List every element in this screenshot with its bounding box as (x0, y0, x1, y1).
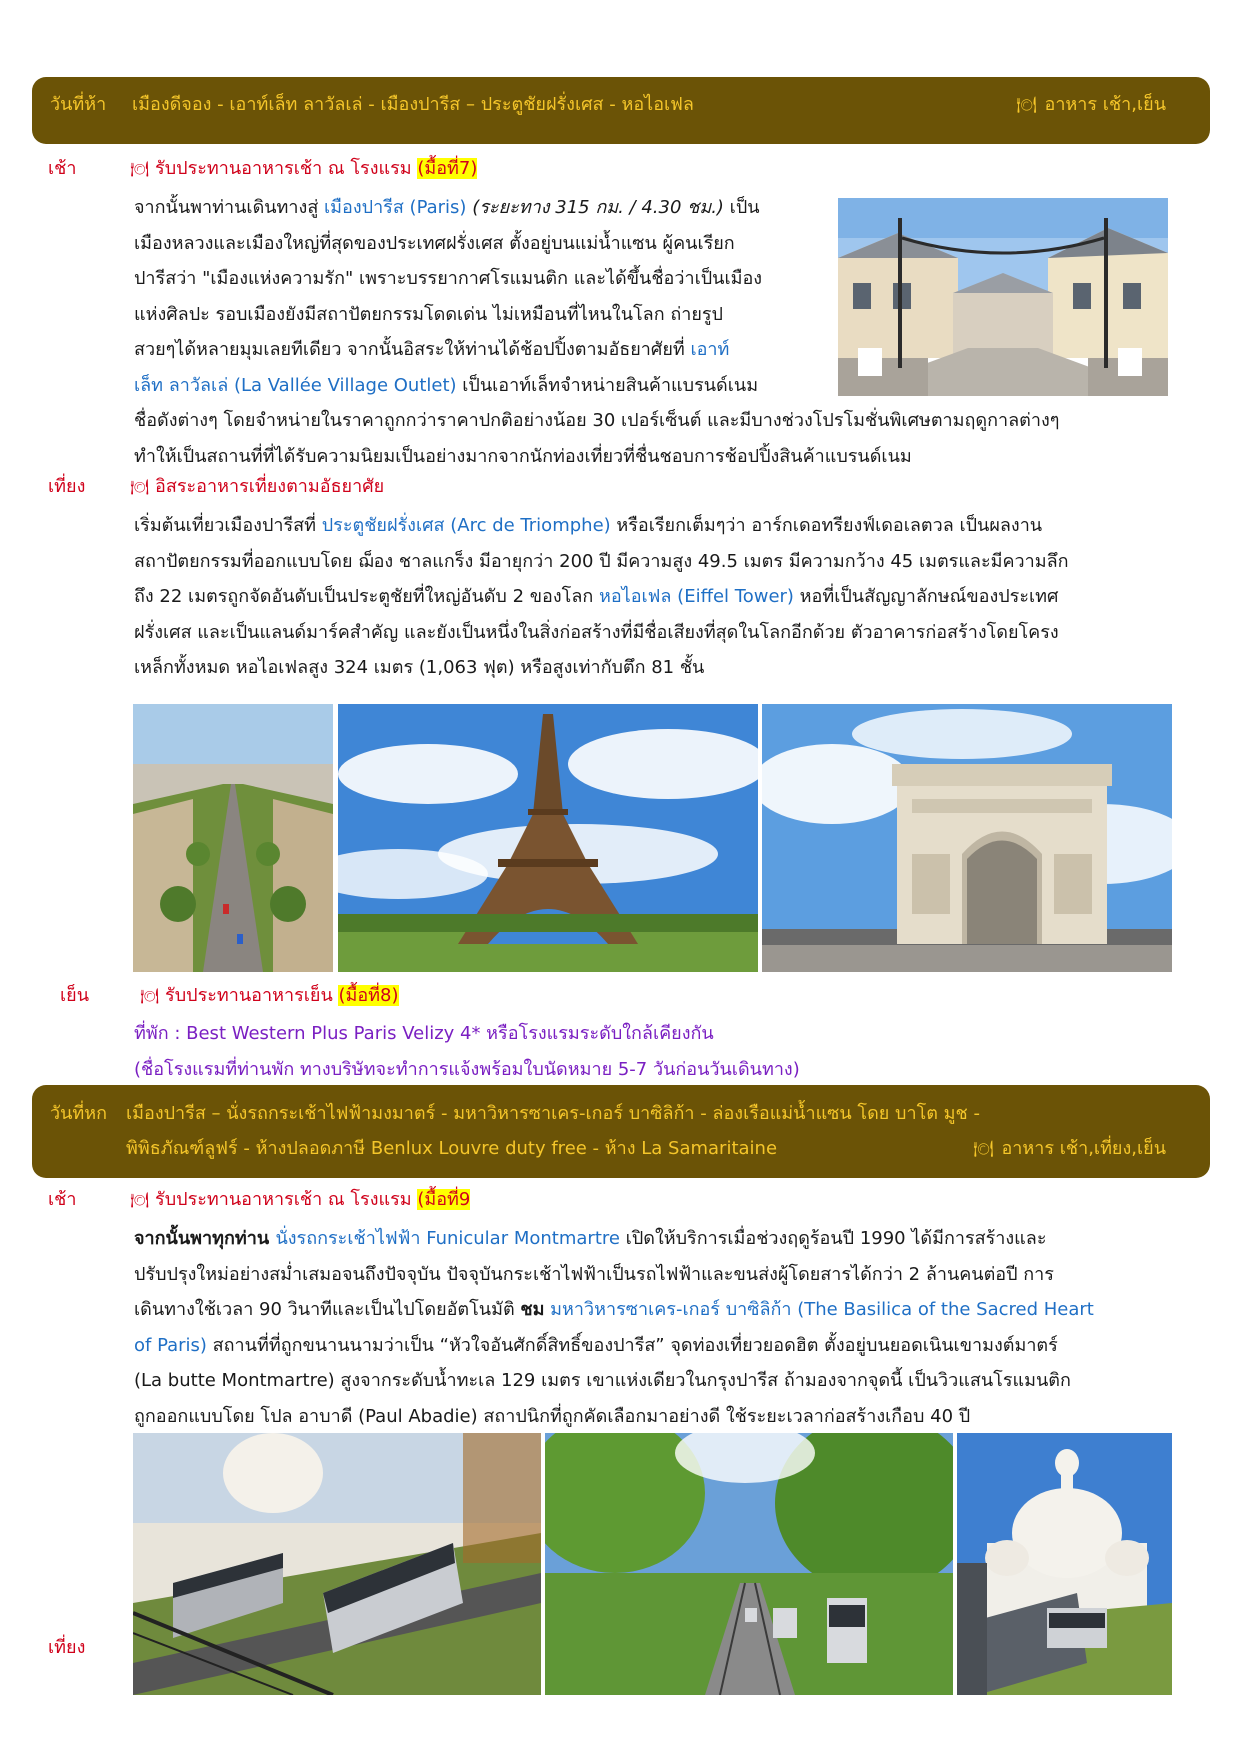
day5-label: วันที่ห้า (50, 94, 107, 115)
day5-morning-slot: เช้า (48, 158, 77, 179)
hotel-name: ที่พัก : Best Western Plus Paris Velizy 4* หรือโรงแรมระดับใกล้เคียงกัน (134, 1023, 714, 1044)
day5-breakfast (130, 155, 477, 183)
day5-lunch-text: อิสระอาหารเที่ยงตามอัธยาศัย (155, 476, 385, 497)
line: สถาปัตยกรรมที่ออกแบบโดย ฌ็อง ชาลแกร็ง มีอายุกว่า 200 ปี มีความสูง 49.5 เมตร มีความกว้าง 45 เมตรและมีความลึก (134, 550, 1069, 572)
line: ฝรั่งเศส และเป็นแลนด์มาร์คสำคัญ และยังเป็นหนึ่งในสิ่งก่อสร้างที่มีชื่อเสียงที่สุดในโลกอีกด้วย ตัวอาคารก่อสร้างโดยโครง (134, 621, 1059, 643)
dish-icon: 🍽 (1016, 95, 1037, 114)
funicular-photo-1 (133, 1433, 541, 1695)
funicular-photo-2 (545, 1433, 953, 1695)
day5-evening-slot: เย็น (60, 985, 90, 1006)
day5-banner (32, 77, 1210, 144)
day6-morning-slot: เช้า (48, 1189, 77, 1210)
hotel-note: (ชื่อโรงแรมที่ท่านพัก ทางบริษัทจะทำการแจ้งพร้อมใบนัดหมาย 5-7 วันก่อนวันเดินทาง) (134, 1058, 800, 1080)
eiffel-tower-photo (338, 704, 758, 972)
line: แห่งศิลปะ รอบเมืองยังมีสถาปัตยกรรมโดดเด่น ไม่เหมือนที่ไหนในโลก ถ่ายรูป (134, 303, 723, 325)
day6-breakfast-text: รับประทานอาหารเช้า ณ โรงแรม (155, 1189, 412, 1210)
day6-breakfast-no: (มื้อที่9 (417, 1189, 471, 1210)
line: เหล็กทั้งหมด หอไอเฟลสูง 324 เมตร (1,063 ฟุต) หรือสูงเท่ากับตึก 81 ชั้น (134, 657, 705, 678)
day6-noon-slot: เที่ยง (48, 1637, 86, 1658)
arc-de-triomphe-photo (762, 704, 1172, 972)
day5-dinner-text: รับประทานอาหารเย็น (165, 985, 333, 1006)
champs-elysees-photo (133, 704, 333, 972)
line: ปารีสว่า "เมืองแห่งความรัก" เพราะบรรยากาศโรแมนติก และได้ขึ้นชื่อว่าเป็นเมือง (134, 268, 763, 289)
line: ถูกออกแบบโดย โปล อาบาดี (Paul Abadie) สถาปนิกที่ถูกคัดเลือกมาอย่างดี ใช้ระยะเวลาก่อสร้างเกือบ 40 ปี (134, 1405, 971, 1427)
line: ทำให้เป็นสถานที่ที่ได้รับความนิยมเป็นอย่างมากจากนักท่องเที่ยวที่ชื่นชอบการช้อปปิ้งสินค้าแบรนด์เนม (134, 445, 912, 467)
line: ปรับปรุงใหม่อย่างสม่ำเสมอจนถึงปัจจุบัน ปัจจุบันกระเช้าไฟฟ้าเป็นรถไฟฟ้าและขนส่งผู้โดยสารได้กว่า 2 ล้านคนต่อปี การ (134, 1263, 1054, 1285)
day6-breakfast (130, 1186, 470, 1214)
line: เริ่มต้นเที่ยวเมืองปารีสที่ ประตูชัยฝรั่งเศส (Arc de Triomphe) หรือเรียกเต็มๆว่า อาร์กเดอทรียงฟ์เดอเลตวล เป็นผลงาน (134, 515, 1043, 536)
day5-morning-paragraph-cont (134, 403, 1194, 474)
sacre-coeur-photo (957, 1433, 1172, 1695)
line: ถึง 22 เมตรถูกจัดอันดับเป็นประตูชัยที่ใหญ่อันดับ 2 ของโลก หอไอเฟล (Eiffel Tower) หอที่เป็นสัญญาลักษณ์ของประเทศ (134, 586, 1059, 607)
day5-meals (1016, 91, 1166, 119)
day6-label: วันที่หก (50, 1103, 108, 1124)
day6-banner (32, 1085, 1210, 1178)
day5-hotel (134, 1016, 1194, 1087)
outlet-village-photo (838, 198, 1168, 396)
line: เล็ท ลาวัลเล่ (La Vallée Village Outlet) เป็นเอาท์เล็ทจำหน่ายสินค้าแบรนด์เนม (134, 374, 759, 396)
day5-dinner (140, 982, 399, 1010)
dish-icon: 🍽 (130, 1191, 150, 1209)
line: เมืองหลวงและเมืองใหญ่ที่สุดของประเทศฝรั่งเศส ตั้งอยู่บนแม่น้ำแซน ผู้คนเรียก (134, 232, 735, 254)
day5-breakfast-no: (มื้อที่7) (417, 158, 478, 179)
line: จากนั้นพาทุกท่าน นั่งรถกระเช้าไฟฟ้า Funicular Montmartre เปิดให้บริการเมื่อช่วงฤดูร้อนปี 1990 ได้มีการสร้างและ (134, 1228, 1047, 1249)
dish-icon: 🍽 (130, 478, 150, 496)
day5-meals-text: อาหาร เช้า,เย็น (1044, 94, 1166, 115)
line: จากนั้นพาท่านเดินทางสู่ เมืองปารีส (Paris) (ระยะทาง 315 กม. / 4.30 ชม.) เป็น (134, 197, 760, 218)
line: เดินทางใช้เวลา 90 วินาทีและเป็นไปโดยอัตโนมัติ ชม มหาวิหารซาเคร-เกอร์ บาซิลิก้า (The Basilica of the Sacred Heart (134, 1299, 1094, 1320)
line: สวยๆได้หลายมุมเลยทีเดียว จากนั้นอิสระให้ท่านได้ช้อปปิ้งตามอัธยาศัยที่ เอาท์ (134, 339, 730, 360)
day5-lunch (130, 473, 384, 501)
dish-icon: 🍽 (973, 1139, 994, 1158)
day6-meals (973, 1135, 1166, 1163)
line: (La butte Montmartre) สูงจากระดับน้ำทะเล 129 เมตร เขาแห่งเดียวในกรุงปารีส ถ้ามองจากจุดนี้ เป็นวิวแสนโรแมนติก (134, 1370, 1071, 1391)
day5-noon-paragraph (134, 508, 1194, 686)
day5-noon-slot: เที่ยง (48, 476, 86, 497)
line: of Paris) สถานที่ที่ถูกขนานนามว่าเป็น “หัวใจอันศักดิ์สิทธิ์ของปารีส” จุดท่องเที่ยวยอดฮิต ตั้งอยู่บนยอดเนินเขามงต์มาตร์ (134, 1334, 1058, 1356)
dish-icon: 🍽 (140, 987, 160, 1005)
day6-route-2: พิพิธภัณฑ์ลูฟร์ - ห้างปลอดภาษี Benlux Louvre duty free - ห้าง La Samaritaine (126, 1138, 778, 1159)
day6-route-1: เมืองปารีส – นั่งรถกระเช้าไฟฟ้ามงมาตร์ - มหาวิหารซาเคร-เกอร์ บาซิลิก้า - ล่องเรือแม่น้ำแซน โดย บาโต มูช - (126, 1103, 980, 1124)
day6-meals-text: อาหาร เช้า,เที่ยง,เย็น (1001, 1138, 1166, 1159)
day5-morning-paragraph (134, 190, 824, 403)
day6-morning-paragraph (134, 1221, 1194, 1434)
dish-icon: 🍽 (130, 160, 150, 178)
day5-breakfast-text: รับประทานอาหารเช้า ณ โรงแรม (155, 158, 412, 179)
line: ชื่อดังต่างๆ โดยจำหน่ายในราคาถูกกว่าราคาปกติอย่างน้อย 30 เปอร์เซ็นต์ และมีบางช่วงโปรโมชั่นพิเศษตามฤดูกาลต่างๆ (134, 410, 1060, 431)
day5-route: เมืองดีจอง - เอาท์เล็ท ลาวัลเล่ - เมืองปารีส – ประตูชัยฝรั่งเศส - หอไอเฟล (132, 94, 694, 115)
day5-dinner-no: (มื้อที่8) (338, 985, 399, 1006)
